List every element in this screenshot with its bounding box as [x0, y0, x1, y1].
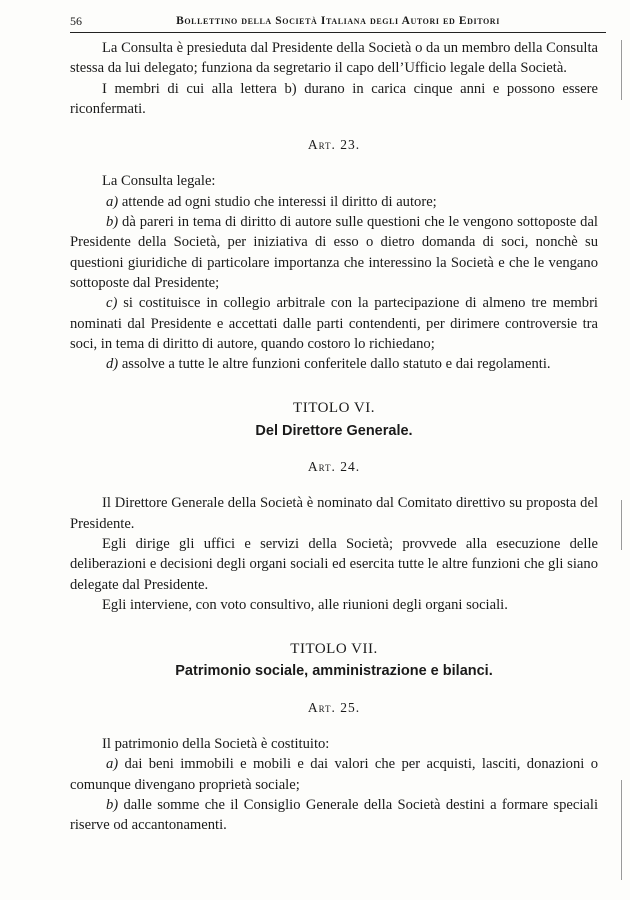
scan-edge-mark: [621, 40, 622, 100]
running-title: Bollettino della Società Italiana degli Autori ed Editori: [176, 15, 500, 27]
list-item: [70, 192, 598, 212]
paragraph: Egli interviene, con voto consultivo, alle riunioni degli organi sociali.: [102, 596, 508, 613]
list-item: [70, 795, 598, 836]
item-letter: a): [106, 756, 119, 773]
section-subtitle: Del Direttore Generale.: [255, 422, 413, 439]
list-item: [70, 754, 598, 795]
item-letter: b): [106, 796, 119, 813]
scan-edge-mark: [621, 780, 622, 880]
item-text: dà pareri in tema di diritto di autore sulle questioni che le vengono sottoposte dal Presidente della Società, per iniziativa di esso o dietro domanda di soci, nonchè su questioni giuridiche di particolare importanza che interessino la Società e che le vengano sottoposte dal Presidente;: [70, 214, 598, 291]
scan-edge-mark: [621, 500, 622, 550]
page-body: [70, 38, 598, 836]
article-heading: Art. 25.: [307, 699, 361, 715]
article-heading: Art. 23.: [307, 137, 361, 153]
item-text: si costituisce in collegio arbitrale con la partecipazione di almeno tre membri nominati dal Presidente e accettati dalle parti contendenti, per dirimere controversie tra soci, in tema di diritto di autore, quando costoro lo richiedano;: [70, 295, 598, 352]
item-letter: b): [106, 214, 119, 231]
list-item: [70, 354, 598, 374]
item-text: dai beni immobili e mobili e dai valori che per acquisti, lasciti, donazioni o comunque divengano proprietà sociale;: [70, 756, 598, 793]
paragraph: Il patrimonio della Società è costituito:: [102, 736, 330, 753]
paragraph: Egli dirige gli uffici e servizi della Società; provvede alla esecuzione delle deliberazioni e decisioni degli organi sociali ed esercita tutte le altre funzioni che gli siano delegate dal Presidente.: [70, 535, 598, 593]
paragraph: La Consulta legale:: [102, 173, 216, 190]
paragraph: I membri di cui alla lettera b) durano in carica cinque anni e possono essere riconfermati.: [70, 80, 598, 117]
header-rule: [70, 32, 606, 33]
item-text: assolve a tutte le altre funzioni conferitele dallo statuto e dai regolamenti.: [118, 356, 551, 373]
section-title: TITOLO VI.: [293, 400, 375, 417]
item-text: attende ad ogni studio che interessi il diritto di autore;: [118, 193, 437, 210]
list-item: [70, 293, 598, 354]
article-heading: Art. 24.: [307, 459, 361, 475]
item-letter: d): [106, 356, 119, 373]
paragraph: La Consulta è presieduta dal Presidente della Società o da un membro della Consulta stessa da lui delegato; funziona da segretario il capo dell’Ufficio legale della Società.: [70, 40, 598, 77]
page-number: 56: [70, 14, 82, 28]
section-title: TITOLO VII.: [290, 641, 378, 658]
list-item: [70, 212, 598, 293]
paragraph: Il Direttore Generale della Società è nominato dal Comitato direttivo su proposta del Presidente.: [70, 495, 598, 532]
section-subtitle: Patrimonio sociale, amministrazione e bilanci.: [175, 663, 493, 680]
item-text: dalle somme che il Consiglio Generale della Società destini a formare speciali riserve od accantonamenti.: [70, 796, 598, 834]
item-letter: a): [106, 193, 119, 210]
item-letter: c): [106, 295, 118, 312]
